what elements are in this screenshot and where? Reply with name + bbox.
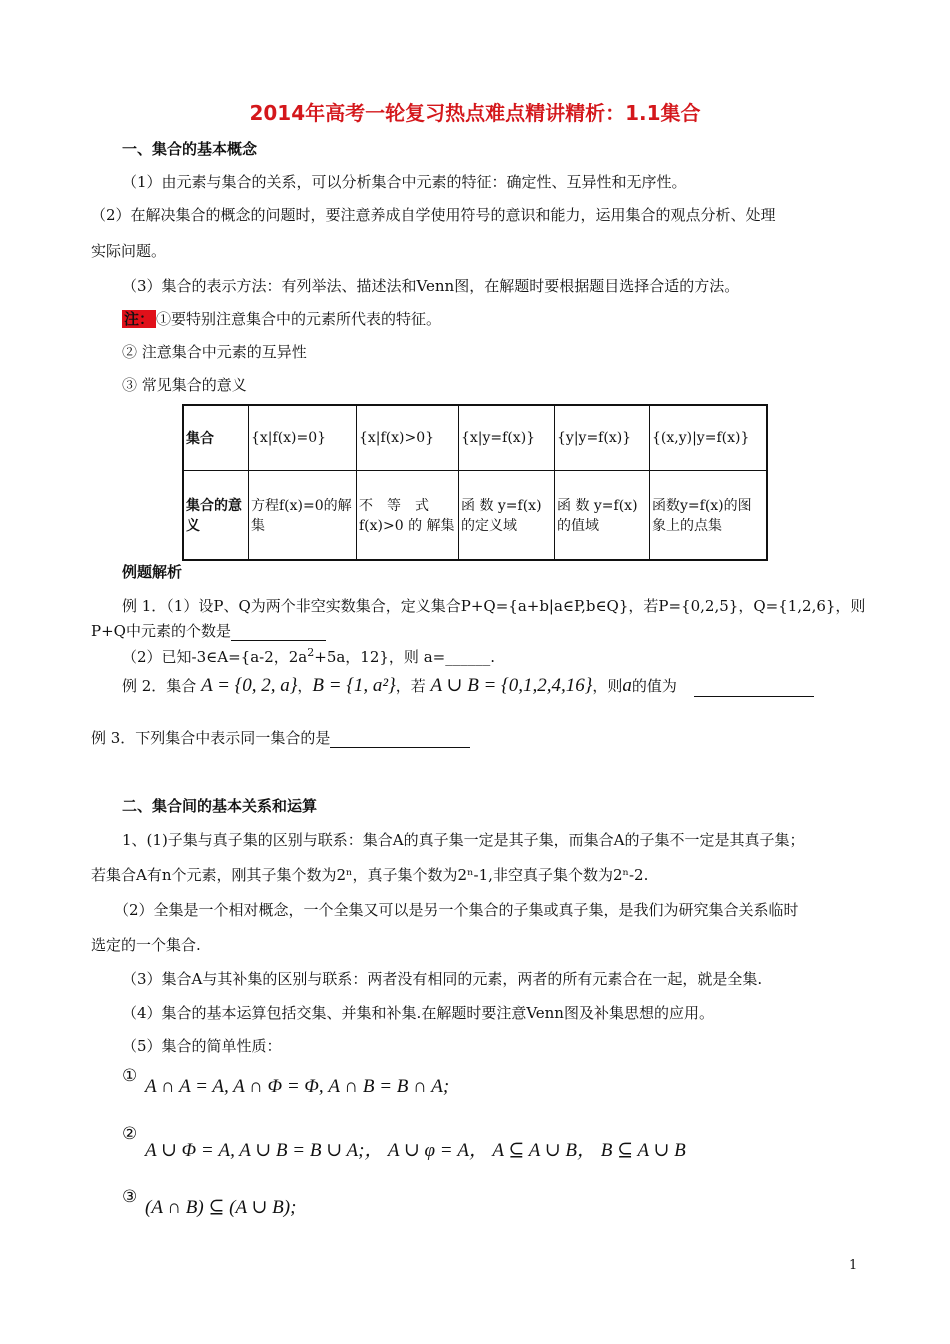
example1-c-sup: 2 [307,646,315,659]
table-cell: 不 等 式f(x)>0 的 解集 [357,471,459,561]
table-cell: {y|y=f(x)} [555,405,650,471]
table-cell: 集合的意义 [183,471,249,561]
formula1-mark: ① [122,1066,138,1086]
example1-c-pre: （2）已知-3∈A={a-2，2a [122,648,308,666]
example2-union: A ∪ B = {0,1,2,4,16} [430,675,593,696]
formula3: (A ∩ B) ⊆ (A ∪ B); [145,1197,297,1218]
section2-heading: 二、集合间的基本关系和运算 [122,797,318,815]
example3-line [91,727,470,748]
table-cell: {x|y=f(x)} [459,405,555,471]
example2: 例 2．集合 A = {0, 2, a}，B = {1, a²}，若 A ∪ B = {0,1,2,4,16}，则a的值为 [122,674,814,697]
page-title: 2014年高考一轮复习热点难点精讲精析：1.1集合 [249,101,701,125]
example2-end: 的值为 [631,677,677,695]
section2-p1a: 1、(1)子集与真子集的区别与联系：集合A的真子集一定是其子集，而集合A的子集不一定是其真子集； [122,831,805,849]
formula2: A ∪ Φ = A, A ∪ B = B ∪ A;， A ∪ φ = A， A ⊆ A ∪ B， B ⊆ A ∪ B [145,1140,686,1161]
note-tag: 注： [124,310,155,328]
example2-set-a: A = {0, 2, a} [201,675,298,696]
section2-p1b: 若集合A有n个元素，刚其子集个数为2ⁿ，真子集个数为2ⁿ-1,非空真子集个数为2ⁿ-2. [91,866,649,884]
example2-tail: ，则 [592,677,623,695]
formula3-mark: ③ [122,1187,138,1207]
example2-label: 例 2．集合 [122,677,197,695]
note-3: ③ 常见集合的意义 [122,376,247,394]
example3: 例 3．下列集合中表示同一集合的是 [91,729,331,747]
table-cell: {(x,y)|y=f(x)} [650,405,768,471]
page-number: 1 [849,1258,858,1273]
table-row [183,405,767,471]
example1-b: P+Q中元素的个数是 [91,622,231,640]
table-row [183,471,767,561]
section2-p4: （4）集合的基本运算包括交集、并集和补集.在解题时要注意Venn图及补集思想的应用。 [122,1004,714,1022]
answer-blank[interactable] [231,626,326,641]
section2-p2b: 选定的一个集合. [91,936,201,954]
examples-heading: 例题解析 [122,563,183,581]
section2-p5: （5）集合的简单性质： [122,1037,282,1055]
example1-c-post: +5a，12}，则 a=______. [314,648,495,666]
table-cell: 函数y=f(x)的图象上的点集 [650,471,768,561]
table-cell: 方程f(x)=0的解集 [249,471,357,561]
note-2: ② 注意集合中元素的互异性 [122,343,307,361]
table-cell: 函 数 y=f(x)的值域 [555,471,650,561]
table-cell: 函 数 y=f(x)的定义域 [459,471,555,561]
section1-p3: （3）集合的表示方法：有列举法、描述法和Venn图，在解题时要根据题目选择合适的方法。 [122,277,740,295]
section1-p1: （1）由元素与集合的关系，可以分析集合中元素的特征：确定性、互异性和无序性。 [122,173,687,191]
example1-c [122,646,495,667]
example1-a: 例 1．（1）设P、Q为两个非空实数集合，定义集合P+Q={a+b|a∈P,b∈Q}，若P={0,2,5}，Q={1,2,6}，则 [122,597,866,615]
example2-var-a: a [622,675,632,696]
table-cell: {x|f(x)>0} [357,405,459,471]
section1-p2a: （2）在解决集合的概念的问题时，要注意养成自学使用符号的意识和能力，运用集合的观点分析、处理 [91,206,776,224]
section2-p3: （3）集合A与其补集的区别与联系：两者没有相同的元素，两者的所有元素合在一起，就是全集. [122,970,763,988]
note-1: ①要特别注意集合中的元素所代表的特征。 [156,310,442,328]
example2-mid: ，若 [395,677,426,695]
formula2-mark: ② [122,1124,138,1144]
section1-heading: 一、集合的基本概念 [122,140,258,158]
section1-p2b: 实际问题。 [91,242,167,260]
note-line [122,308,441,329]
table-cell: 集合 [183,405,249,471]
table-cell: {x|f(x)=0} [249,405,357,471]
answer-blank[interactable] [694,682,814,697]
example1-b-line [91,620,326,641]
set-meaning-table [182,404,768,561]
answer-blank[interactable] [330,733,470,748]
example2-set-b: B = {1, a²} [312,675,396,696]
section2-p2a: （2）全集是一个相对概念，一个全集又可以是另一个集合的子集或真子集，是我们为研究集合关系临时 [114,901,799,919]
formula1: A ∩ A = A, A ∩ Φ = Φ, A ∩ B = B ∩ A; [145,1076,450,1097]
